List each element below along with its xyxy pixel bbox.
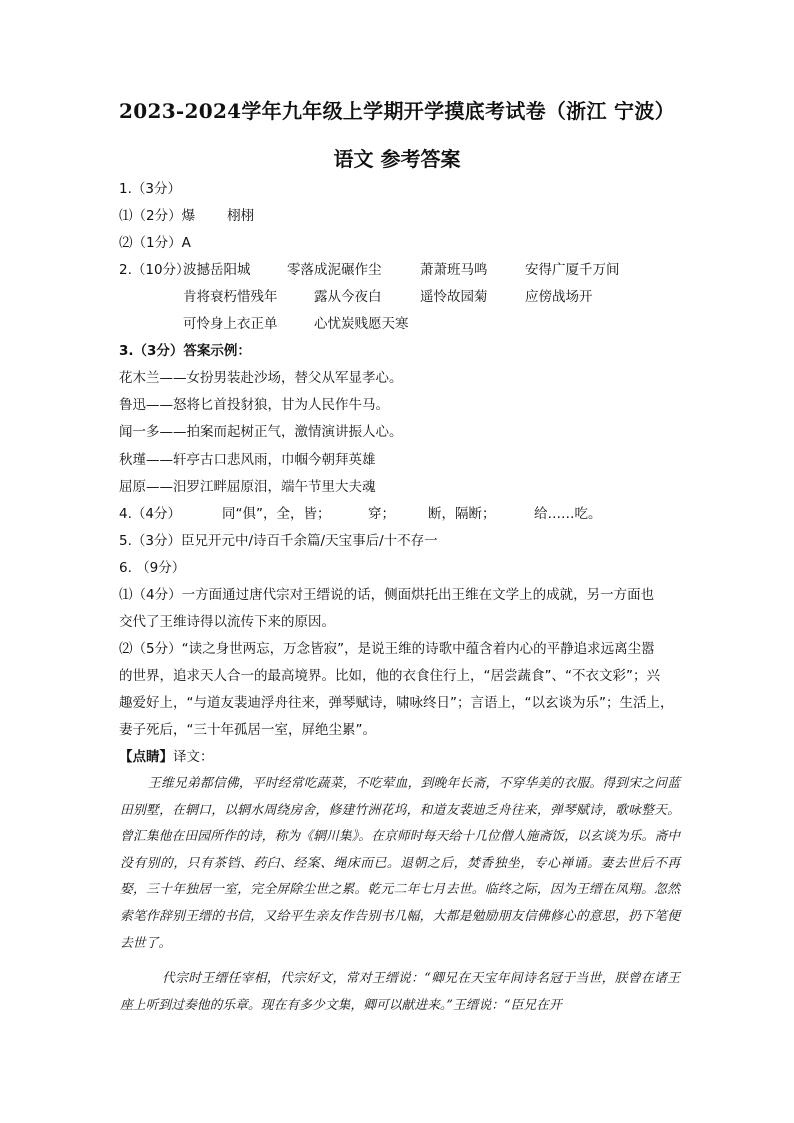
q2-answer: 萧萧班马鸣 [420, 262, 488, 278]
q3-example-line: 花木兰——女扮男装赴沙场，替父从军显孝心。 [119, 370, 403, 386]
page-subtitle: 语文 参考答案 [333, 147, 461, 171]
q1-answer-1-label: ⑴（2分）爆 [119, 208, 196, 224]
note-label: 译文： [173, 749, 214, 765]
q2-heading: 2.（10分） [119, 262, 190, 278]
q2-answer: 安得广厦千万间 [525, 262, 620, 278]
q2-answer: 肯将衰朽惜残年 [183, 289, 278, 305]
note-heading [119, 748, 214, 766]
q1-answer-2: ⑵（1分）A [119, 235, 191, 251]
q3-example-line: 鲁迅——怒将匕首投豺狼，甘为人民作牛马。 [119, 397, 389, 413]
q4-answer: 断，隔断； [428, 506, 496, 522]
q6-answer-2-line: 趣爱好上，“与道友裴迪浮舟往来，弹琴赋诗，啸咏终日”；言语上，“以玄谈为乐”；生活上， [119, 695, 674, 711]
q1-heading: 1.（3分） [119, 181, 181, 197]
q6-answer-1-line: ⑴（4分）一方面通过唐代宗对王缙说的话，侧面烘托出王维在文学上的成就，另一方面也 [119, 587, 655, 603]
q6-heading: 6. （9分） [119, 560, 186, 576]
q6-answer-2-line: ⑵（5分）“读之身世两忘，万念皆寂”，是说王维的诗歌中蕴含着内心的平静追求远离尘嚣 [119, 641, 655, 657]
q4-answer: 穿； [368, 506, 395, 522]
q2-answer: 遥怜故园菊 [420, 289, 488, 305]
q6-answer-2-line: 的世界，追求天人合一的最高境界。比如，他的衣食住行上，“居尝蔬食”、“不衣文彩”；兴 [119, 668, 660, 684]
q2-answer: 应傍战场开 [525, 289, 593, 305]
q6-answer-2-line: 妻子死后，“三十年孤居一室，屏绝尘累”。 [119, 722, 376, 738]
q1-answer-1-word: 栩栩 [227, 208, 255, 224]
note-bracket: 【点睛】 [119, 749, 173, 765]
q3-example-line: 秋瑾——轩亭古口悲风雨，巾帼今朝拜英雄 [119, 452, 376, 468]
q2-answer: 可怜身上衣正单 [183, 316, 278, 332]
q3-example-line: 屈原——汨罗江畔屈原泪，端午节里大夫魂 [119, 479, 376, 495]
page-title: 2023-2024学年九年级上学期开学摸底考试卷（浙江 宁波） [119, 99, 675, 123]
translation-paragraph-1: 王维兄弟都信佛，平时经常吃蔬菜，不吃荤血，到晚年长斋，不穿华美的衣服。得到宋之问蓝田别墅，在辋口，以辋水周绕房舍，修建竹洲花坞，和道友裴迪乏舟往来，弹琴赋诗，歌咏整天。曾汇集他在田园所作的诗，称为《辋川集》。在京师时每天给十几位僧人施斋饭，以玄谈为乐。斋中没有别的，只有茶铛、药臼、经案、绳床而已。退朝之后，焚香独坐，专心禅诵。妻去世后不再娶，三十年独居一室，完全屏除尘世之累。乾元二年七月去世。临终之际，因为王缙在凤翔。忽然索笔作辞别王缙的书信，又给平生亲友作告别书几幅，大都是勉励朋友信佛修心的意思，扔下笔便去世了。 [120, 776, 680, 951]
q2-answer: 波撼岳阳城 [183, 262, 251, 278]
q4-answer: 给……吃。 [534, 506, 602, 522]
translation-paragraph-2: 代宗时王缙任宰相，代宗好文，常对王缙说：“卿兄在天宝年间诗名冠于当世，朕曾在诸王座上听到过奏他的乐章。现在有多少文集，卿可以献进来。”王缙说：“臣兄在开 [120, 971, 680, 1013]
q2-answer: 零落成泥碾作尘 [287, 262, 382, 278]
q3-example-line: 闻一多——拍案而起树正气，激情演讲振人心。 [119, 424, 403, 440]
q4-heading: 4.（4分） [119, 506, 181, 522]
q5-answer: 5.（3分）臣兄开元中/诗百千余篇/天宝事后/十不存一 [119, 533, 438, 549]
q2-answer: 心忧炭贱愿天寒 [314, 316, 409, 332]
q1-answer-1 [119, 207, 254, 225]
q6-answer-1-line: 交代了王维诗得以流传下来的原因。 [119, 614, 335, 630]
q2-answer: 露从今夜白 [314, 289, 382, 305]
q4-answer: 同“俱”，全，皆； [222, 506, 331, 522]
q3-heading: 3.（3分）答案示例： [119, 343, 251, 359]
